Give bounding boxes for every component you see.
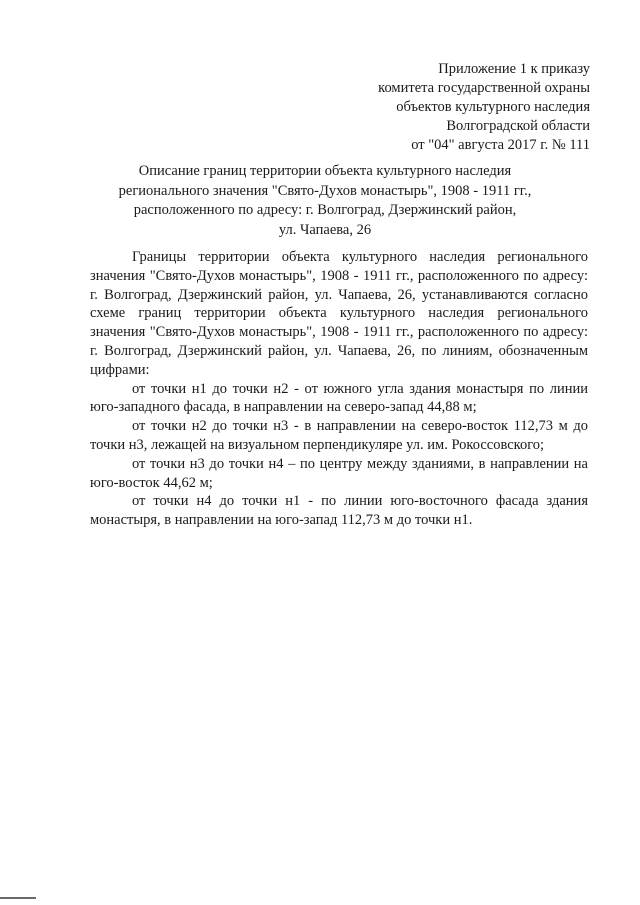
body-paragraph-segment: от точки н1 до точки н2 - от южного угла здания монастыря по линии юго-западного фасада, в направлении на северо-запад 44,88 м; [90,380,588,416]
title-line: регионального значения "Свято-Духов монастырь", 1908 - 1911 гг., [118,182,532,199]
title-line: Описание границ территории объекта культурного наследия [138,163,512,179]
appendix-header [378,60,590,155]
appendix-line: Приложение 1 к приказу [438,61,590,77]
document-title [90,162,560,240]
title-line: расположенного по адресу: г. Волгоград, Дзержинский район, [133,202,517,218]
document-body [90,248,588,530]
body-paragraph-segment: от точки н3 до точки н4 – по центру между зданиями, в направлении на юго-восток 44,62 м; [90,455,588,491]
appendix-line: Волгоградской области [446,118,590,134]
scan-edge-mark [0,897,36,899]
appendix-line: от "04" августа 2017 г. № 111 [411,137,590,153]
title-line: ул. Чапаева, 26 [278,221,372,238]
appendix-line: объектов культурного наследия [396,99,590,115]
appendix-line: комитета государственной охраны [378,80,590,96]
body-paragraph-segment: от точки н2 до точки н3 - в направлении на северо-восток 112,73 м до точки н3, лежащей на визуальном перпендикуляре ул. им. Рокоссовского; [90,418,588,453]
body-paragraph-segment: от точки н4 до точки н1 - по линии юго-восточного фасада здания монастыря, в направлении на юго-запад 112,73 м до точки н1. [90,493,588,529]
body-paragraph-intro: Границы территории объекта культурного наследия регионального значения "Свято-Духов монастырь", 1908 - 1911 гг., расположенного по адресу: г. Волгоград, Дзержинский район, ул. Чапаева, 26, устанавливаются согласно схеме границ территории объекта культурного наследия регионального значения "Свято-Духов монастырь", 1908 - 1911 гг., расположенного по адресу: г. Волгоград, Дзержинский район, ул. Чапаева, 26, по линиям, обозначенным цифрами: [90,249,588,378]
